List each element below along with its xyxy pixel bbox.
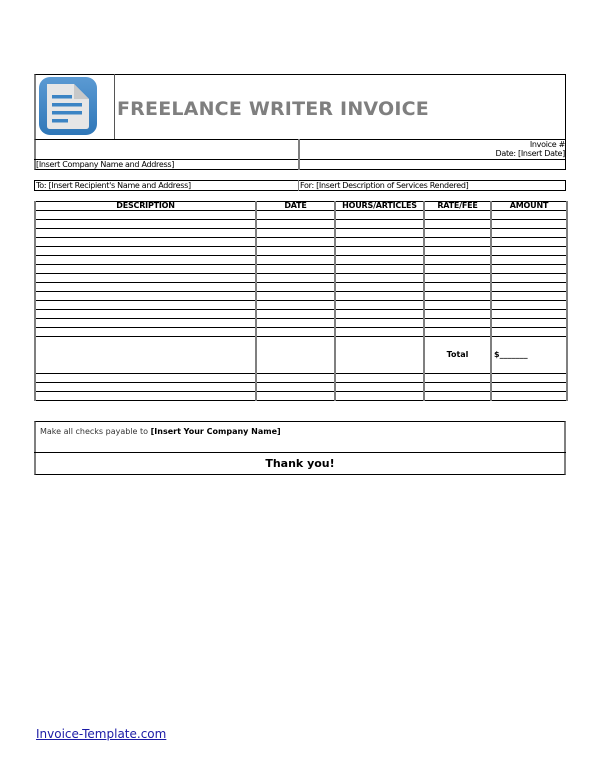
- table-row: [35, 319, 567, 328]
- table-cell[interactable]: [256, 256, 335, 265]
- table-cell[interactable]: [335, 229, 424, 238]
- table-cell[interactable]: [35, 310, 256, 319]
- table-row: [35, 265, 567, 274]
- table-row: [35, 220, 567, 229]
- column-header-amount: AMOUNT: [491, 202, 567, 211]
- table-cell[interactable]: [424, 301, 491, 310]
- logo-cell: [34, 74, 115, 140]
- table-cell[interactable]: [491, 319, 567, 328]
- table-cell[interactable]: [35, 274, 256, 283]
- table-row: [35, 374, 567, 383]
- table-cell[interactable]: [35, 319, 256, 328]
- table-cell[interactable]: [424, 274, 491, 283]
- table-row: [35, 283, 567, 292]
- total-amount[interactable]: $_______: [491, 337, 567, 374]
- table-cell[interactable]: [424, 247, 491, 256]
- table-row: [35, 238, 567, 247]
- column-header-description: DESCRIPTION: [35, 202, 256, 211]
- invoice-title: FREELANCE WRITER INVOICE: [117, 98, 429, 120]
- table-cell[interactable]: [491, 328, 567, 337]
- table-cell[interactable]: [35, 229, 256, 238]
- table-row: [35, 274, 567, 283]
- table-cell[interactable]: [491, 265, 567, 274]
- table-cell[interactable]: [424, 229, 491, 238]
- table-row: [35, 383, 567, 392]
- table-cell[interactable]: [424, 319, 491, 328]
- divider: [34, 452, 566, 453]
- table-cell[interactable]: [491, 274, 567, 283]
- table-row: [35, 256, 567, 265]
- table-row: [35, 392, 567, 401]
- table-cell[interactable]: [35, 392, 256, 401]
- table-cell[interactable]: [335, 328, 424, 337]
- table-cell[interactable]: [256, 374, 335, 383]
- column-header-rate: RATE/FEE: [424, 202, 491, 211]
- table-cell[interactable]: [35, 238, 256, 247]
- table-cell[interactable]: [335, 274, 424, 283]
- table-cell[interactable]: [424, 220, 491, 229]
- footer-link[interactable]: Invoice-Template.com: [36, 727, 167, 741]
- table-cell[interactable]: [491, 238, 567, 247]
- table-cell[interactable]: [424, 292, 491, 301]
- document-lines-icon: [38, 76, 100, 138]
- table-cell[interactable]: [335, 301, 424, 310]
- table-cell[interactable]: [256, 265, 335, 274]
- table-cell[interactable]: [424, 256, 491, 265]
- table-cell[interactable]: [335, 256, 424, 265]
- table-cell[interactable]: [256, 238, 335, 247]
- table-row: [35, 328, 567, 337]
- table-cell[interactable]: [35, 292, 256, 301]
- table-cell[interactable]: [335, 392, 424, 401]
- table-cell[interactable]: [424, 392, 491, 401]
- table-cell[interactable]: [335, 383, 424, 392]
- table-cell[interactable]: [35, 247, 256, 256]
- table-row: [35, 310, 567, 319]
- table-cell[interactable]: [35, 301, 256, 310]
- table-row: [35, 211, 567, 220]
- column-header-hours: HOURS/ARTICLES: [335, 202, 424, 211]
- table-cell[interactable]: [256, 392, 335, 401]
- table-cell[interactable]: [424, 374, 491, 383]
- invoice-number-label: Invoice #: [529, 140, 565, 149]
- table-cell[interactable]: [491, 283, 567, 292]
- total-row: [35, 337, 567, 374]
- table-row: [35, 247, 567, 256]
- date-label: Date: [Insert Date]: [495, 149, 565, 158]
- payment-prefix: Make all checks payable to: [40, 427, 151, 436]
- table-cell[interactable]: [256, 274, 335, 283]
- table-cell[interactable]: [491, 229, 567, 238]
- table-cell[interactable]: [335, 283, 424, 292]
- table-cell[interactable]: [335, 265, 424, 274]
- table-cell[interactable]: [335, 337, 424, 374]
- table-cell[interactable]: [335, 247, 424, 256]
- table-cell[interactable]: [35, 337, 256, 374]
- table-cell[interactable]: [335, 292, 424, 301]
- table-cell[interactable]: [256, 283, 335, 292]
- table-cell[interactable]: [35, 256, 256, 265]
- divider: [298, 139, 300, 170]
- table-cell[interactable]: [424, 383, 491, 392]
- table-cell[interactable]: [424, 310, 491, 319]
- table-cell[interactable]: [256, 328, 335, 337]
- table-cell[interactable]: [491, 256, 567, 265]
- table-cell[interactable]: [491, 220, 567, 229]
- table-cell[interactable]: [256, 319, 335, 328]
- table-cell[interactable]: [491, 247, 567, 256]
- column-header-date: DATE: [256, 202, 335, 211]
- table-cell[interactable]: [35, 220, 256, 229]
- table-cell[interactable]: [491, 383, 567, 392]
- table-cell[interactable]: [491, 374, 567, 383]
- table-cell[interactable]: [491, 292, 567, 301]
- thank-you-text: Thank you!: [265, 457, 335, 470]
- table-cell[interactable]: [335, 310, 424, 319]
- total-label: Total: [424, 337, 491, 374]
- items-table: [34, 201, 568, 401]
- payable-company[interactable]: [Insert Your Company Name]: [150, 427, 281, 436]
- table-cell[interactable]: [256, 337, 335, 374]
- table-cell[interactable]: [256, 383, 335, 392]
- table-cell[interactable]: [424, 328, 491, 337]
- table-cell[interactable]: [424, 265, 491, 274]
- table-cell[interactable]: [335, 238, 424, 247]
- payment-note: [40, 427, 281, 437]
- table-cell[interactable]: [35, 265, 256, 274]
- table-cell[interactable]: [491, 211, 567, 220]
- table-cell[interactable]: [35, 211, 256, 220]
- company-name-field[interactable]: [Insert Company Name and Address]: [36, 160, 175, 169]
- table-cell[interactable]: [491, 301, 567, 310]
- table-cell[interactable]: [35, 283, 256, 292]
- table-cell[interactable]: [424, 238, 491, 247]
- table-cell[interactable]: [256, 220, 335, 229]
- table-cell[interactable]: [256, 301, 335, 310]
- table-cell[interactable]: [256, 292, 335, 301]
- services-field[interactable]: For: [Insert Description of Services Rendered]: [300, 181, 469, 190]
- table-cell[interactable]: [35, 383, 256, 392]
- table-cell[interactable]: [335, 319, 424, 328]
- table-cell[interactable]: [256, 229, 335, 238]
- table-cell[interactable]: [424, 283, 491, 292]
- table-cell[interactable]: [491, 392, 567, 401]
- table-cell[interactable]: [256, 211, 335, 220]
- table-cell[interactable]: [335, 220, 424, 229]
- divider: [298, 180, 299, 191]
- table-cell[interactable]: [424, 211, 491, 220]
- recipient-field[interactable]: To: [Insert Recipient's Name and Address]: [36, 181, 191, 190]
- table-cell[interactable]: [335, 211, 424, 220]
- table-cell[interactable]: [256, 310, 335, 319]
- table-row: [35, 292, 567, 301]
- table-cell[interactable]: [35, 328, 256, 337]
- table-row: [35, 301, 567, 310]
- table-cell[interactable]: [35, 374, 256, 383]
- table-cell[interactable]: [335, 374, 424, 383]
- table-row: [35, 229, 567, 238]
- table-cell[interactable]: [491, 310, 567, 319]
- table-cell[interactable]: [256, 247, 335, 256]
